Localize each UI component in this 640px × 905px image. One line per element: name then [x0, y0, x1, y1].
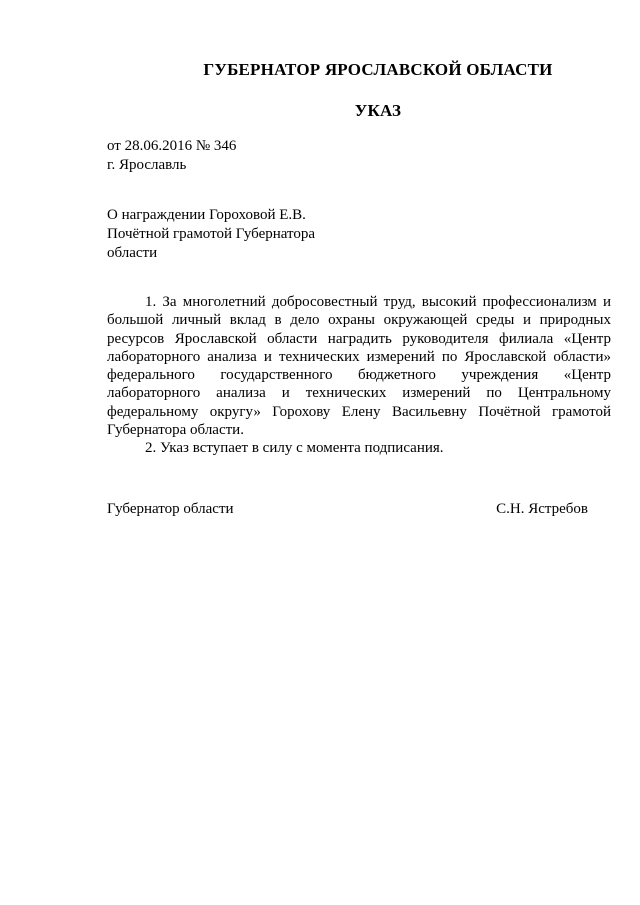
body-paragraph-2: 2. Указ вступает в силу с момента подписания. [145, 440, 444, 457]
document-date-number: от 28.06.2016 № 346 [107, 138, 237, 154]
document-type: УКАЗ [354, 101, 402, 120]
subject-line: О награждении Гороховой Е.В. [107, 207, 306, 223]
subject-line: области [107, 245, 158, 261]
issuing-authority: ГУБЕРНАТОР ЯРОСЛАВСКОЙ ОБЛАСТИ [203, 60, 553, 79]
document-city: г. Ярославль [107, 157, 187, 173]
subject-line: Почётной грамотой Губернатора [107, 226, 316, 242]
document-body [107, 293, 611, 458]
body-paragraph-1: 1. За многолетний добросовестный труд, высокий профессионализм и большой личный вклад в дело охраны окружающей среды и природных ресурсов Ярославской области наградить руководителя филиала «Центр лабораторного анализа и технических измерений по Ярославской области» федерального государственного бюджетного учреждения «Центр лабораторного анализа и технических измерений по Центральному федеральному округу» Горохову Елену Васильевну Почётной грамотой Губернатора области. [107, 294, 611, 439]
document-subject [107, 206, 315, 263]
signatory-position: Губернатор области [107, 501, 234, 517]
signatory-name: С.Н. Ястребов [496, 501, 588, 517]
